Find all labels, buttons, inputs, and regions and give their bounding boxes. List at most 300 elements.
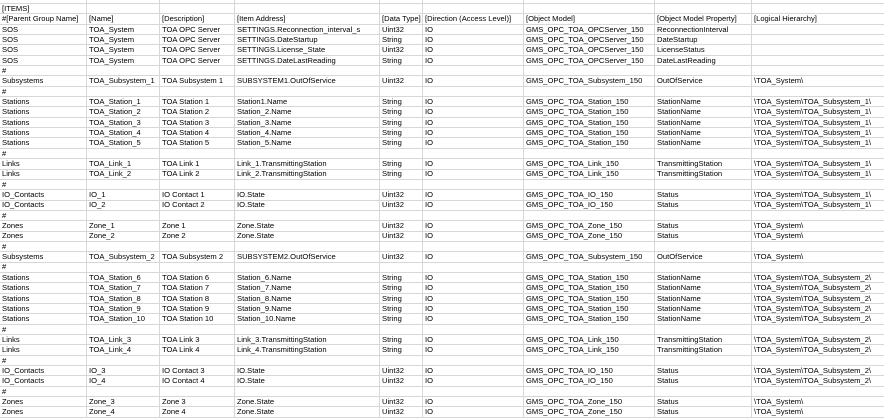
cell[interactable]: TOA_Link_4 bbox=[87, 345, 160, 355]
cell[interactable]: TOA OPC Server bbox=[160, 35, 235, 45]
cell[interactable]: Status bbox=[655, 407, 752, 417]
cell[interactable]: IO Contact 3 bbox=[160, 366, 235, 376]
cell[interactable]: Uint32 bbox=[380, 407, 423, 417]
cell[interactable]: Status bbox=[655, 221, 752, 231]
cell[interactable] bbox=[235, 149, 380, 159]
cell[interactable] bbox=[87, 149, 160, 159]
cell[interactable]: \TOA_System\TOA_Subsystem_2\ bbox=[752, 283, 884, 293]
cell[interactable]: Status bbox=[655, 397, 752, 407]
cell[interactable]: Zone.State bbox=[235, 232, 380, 242]
cell[interactable] bbox=[87, 356, 160, 366]
cell[interactable]: TOA_Link_1 bbox=[87, 159, 160, 169]
cell[interactable] bbox=[423, 180, 524, 190]
cell[interactable]: Link_1.TransmittingStation bbox=[235, 159, 380, 169]
cell[interactable]: String bbox=[380, 97, 423, 107]
cell[interactable]: TOA Station 7 bbox=[160, 283, 235, 293]
cell[interactable]: GMS_OPC_TOA_OPCServer_150 bbox=[524, 45, 655, 55]
cell[interactable]: GMS_OPC_TOA_Zone_150 bbox=[524, 397, 655, 407]
cell[interactable]: Uint32 bbox=[380, 232, 423, 242]
cell[interactable]: TOA_System bbox=[87, 45, 160, 55]
cell[interactable]: IO.State bbox=[235, 201, 380, 211]
cell[interactable]: GMS_OPC_TOA_Station_150 bbox=[524, 97, 655, 107]
cell[interactable]: \TOA_System\ bbox=[752, 76, 884, 86]
cell[interactable]: TOA Station 6 bbox=[160, 273, 235, 283]
cell[interactable]: \TOA_System\TOA_Subsystem_1\ bbox=[752, 128, 884, 138]
cell[interactable]: GMS_OPC_TOA_Link_150 bbox=[524, 335, 655, 345]
cell[interactable]: IO bbox=[423, 118, 524, 128]
cell[interactable] bbox=[655, 387, 752, 397]
cell[interactable]: # bbox=[0, 325, 87, 335]
cell[interactable]: \TOA_System\ bbox=[752, 252, 884, 262]
cell[interactable] bbox=[235, 387, 380, 397]
cell[interactable]: \TOA_System\TOA_Subsystem_1\ bbox=[752, 190, 884, 200]
cell[interactable]: GMS_OPC_TOA_Station_150 bbox=[524, 304, 655, 314]
cell[interactable]: \TOA_System\TOA_Subsystem_2\ bbox=[752, 273, 884, 283]
cell[interactable]: TOA_Subsystem_2 bbox=[87, 252, 160, 262]
cell[interactable]: Station_8.Name bbox=[235, 294, 380, 304]
cell[interactable]: IO_Contacts bbox=[0, 190, 87, 200]
cell[interactable]: IO Contact 4 bbox=[160, 376, 235, 386]
cell[interactable] bbox=[87, 263, 160, 273]
cell[interactable]: Stations bbox=[0, 118, 87, 128]
cell[interactable]: String bbox=[380, 314, 423, 324]
cell[interactable]: Uint32 bbox=[380, 190, 423, 200]
cell[interactable]: IO.State bbox=[235, 190, 380, 200]
cell[interactable] bbox=[380, 387, 423, 397]
cell[interactable]: IO bbox=[423, 45, 524, 55]
cell[interactable] bbox=[524, 356, 655, 366]
cell[interactable]: \TOA_System\TOA_Subsystem_1\ bbox=[752, 159, 884, 169]
cell[interactable] bbox=[752, 45, 884, 55]
cell[interactable] bbox=[752, 149, 884, 159]
cell[interactable] bbox=[87, 180, 160, 190]
cell[interactable]: IO_3 bbox=[87, 366, 160, 376]
cell[interactable]: Uint32 bbox=[380, 366, 423, 376]
cell[interactable]: GMS_OPC_TOA_Station_150 bbox=[524, 107, 655, 117]
cell[interactable]: IO bbox=[423, 159, 524, 169]
cell[interactable] bbox=[524, 325, 655, 335]
cell[interactable]: String bbox=[380, 283, 423, 293]
cell[interactable]: IO bbox=[423, 366, 524, 376]
cell[interactable]: StationName bbox=[655, 273, 752, 283]
cell[interactable] bbox=[524, 387, 655, 397]
cell[interactable]: \TOA_System\TOA_Subsystem_1\ bbox=[752, 118, 884, 128]
cell[interactable]: TOA_Subsystem_1 bbox=[87, 76, 160, 86]
cell[interactable]: IO_Contacts bbox=[0, 366, 87, 376]
cell[interactable]: Zone_2 bbox=[87, 232, 160, 242]
cell[interactable] bbox=[235, 325, 380, 335]
cell[interactable]: TOA Station 5 bbox=[160, 138, 235, 148]
cell[interactable]: String bbox=[380, 118, 423, 128]
cell[interactable] bbox=[87, 87, 160, 97]
cell[interactable] bbox=[235, 211, 380, 221]
cell[interactable]: Zones bbox=[0, 407, 87, 417]
cell[interactable] bbox=[423, 356, 524, 366]
cell[interactable]: IO bbox=[423, 190, 524, 200]
cell[interactable] bbox=[423, 87, 524, 97]
cell[interactable]: Links bbox=[0, 170, 87, 180]
cell[interactable]: Zones bbox=[0, 397, 87, 407]
cell[interactable]: SUBSYSTEM2.OutOfService bbox=[235, 252, 380, 262]
cell[interactable] bbox=[655, 149, 752, 159]
cell[interactable]: Zone 4 bbox=[160, 407, 235, 417]
cell[interactable] bbox=[87, 4, 160, 14]
cell[interactable]: SOS bbox=[0, 56, 87, 66]
cell[interactable]: TOA_Link_3 bbox=[87, 335, 160, 345]
cell[interactable]: String bbox=[380, 56, 423, 66]
cell[interactable]: IO bbox=[423, 35, 524, 45]
cell[interactable]: Stations bbox=[0, 273, 87, 283]
cell[interactable]: TOA Link 2 bbox=[160, 170, 235, 180]
cell[interactable]: StationName bbox=[655, 138, 752, 148]
cell[interactable] bbox=[380, 325, 423, 335]
cell[interactable]: Link_4.TransmittingStation bbox=[235, 345, 380, 355]
cell[interactable]: GMS_OPC_TOA_Zone_150 bbox=[524, 221, 655, 231]
cell[interactable]: \TOA_System\TOA_Subsystem_2\ bbox=[752, 294, 884, 304]
cell[interactable]: Stations bbox=[0, 138, 87, 148]
cell[interactable] bbox=[752, 35, 884, 45]
cell[interactable]: # bbox=[0, 387, 87, 397]
cell[interactable]: IO_2 bbox=[87, 201, 160, 211]
cell[interactable] bbox=[752, 180, 884, 190]
header-cell[interactable]: [Object Model Property] bbox=[655, 14, 752, 24]
cell[interactable]: IO bbox=[423, 128, 524, 138]
header-cell[interactable]: [Data Type] bbox=[380, 14, 423, 24]
cell[interactable] bbox=[160, 149, 235, 159]
cell[interactable]: String bbox=[380, 107, 423, 117]
cell[interactable] bbox=[423, 211, 524, 221]
cell[interactable]: String bbox=[380, 273, 423, 283]
cell[interactable] bbox=[423, 4, 524, 14]
cell[interactable] bbox=[235, 4, 380, 14]
cell[interactable]: GMS_OPC_TOA_Station_150 bbox=[524, 138, 655, 148]
cell[interactable]: Zone.State bbox=[235, 407, 380, 417]
header-cell[interactable]: [Name] bbox=[87, 14, 160, 24]
cell[interactable]: GMS_OPC_TOA_Subsystem_150 bbox=[524, 252, 655, 262]
header-cell[interactable]: [Description] bbox=[160, 14, 235, 24]
cell[interactable] bbox=[752, 56, 884, 66]
cell[interactable]: TOA OPC Server bbox=[160, 56, 235, 66]
header-cell[interactable]: [Item Address] bbox=[235, 14, 380, 24]
cell[interactable]: IO bbox=[423, 304, 524, 314]
cell[interactable] bbox=[160, 180, 235, 190]
cell[interactable]: TOA Link 3 bbox=[160, 335, 235, 345]
section-header-cell[interactable]: [ITEMS] bbox=[0, 4, 87, 14]
cell[interactable] bbox=[655, 4, 752, 14]
cell[interactable]: Links bbox=[0, 335, 87, 345]
cell[interactable]: SETTINGS.DateLastReading bbox=[235, 56, 380, 66]
cell[interactable]: Zone_1 bbox=[87, 221, 160, 231]
cell[interactable]: IO bbox=[423, 314, 524, 324]
cell[interactable]: TransmittingStation bbox=[655, 170, 752, 180]
cell[interactable]: TOA_System bbox=[87, 35, 160, 45]
cell[interactable]: GMS_OPC_TOA_Subsystem_150 bbox=[524, 76, 655, 86]
cell[interactable]: Station1.Name bbox=[235, 97, 380, 107]
cell[interactable] bbox=[380, 87, 423, 97]
cell[interactable] bbox=[524, 66, 655, 76]
cell[interactable]: Link_3.TransmittingStation bbox=[235, 335, 380, 345]
cell[interactable] bbox=[160, 87, 235, 97]
cell[interactable]: StationName bbox=[655, 304, 752, 314]
cell[interactable] bbox=[655, 66, 752, 76]
cell[interactable] bbox=[160, 263, 235, 273]
cell[interactable]: # bbox=[0, 180, 87, 190]
cell[interactable]: TOA_Station_9 bbox=[87, 304, 160, 314]
cell[interactable]: \TOA_System\ bbox=[752, 397, 884, 407]
cell[interactable]: TOA_Link_2 bbox=[87, 170, 160, 180]
cell[interactable]: \TOA_System\TOA_Subsystem_1\ bbox=[752, 107, 884, 117]
cell[interactable] bbox=[752, 87, 884, 97]
cell[interactable]: \TOA_System\TOA_Subsystem_2\ bbox=[752, 376, 884, 386]
cell[interactable]: \TOA_System\TOA_Subsystem_2\ bbox=[752, 335, 884, 345]
cell[interactable] bbox=[524, 263, 655, 273]
cell[interactable]: TOA Subsystem 2 bbox=[160, 252, 235, 262]
cell[interactable] bbox=[380, 149, 423, 159]
cell[interactable]: \TOA_System\TOA_Subsystem_2\ bbox=[752, 304, 884, 314]
cell[interactable]: Stations bbox=[0, 294, 87, 304]
cell[interactable]: # bbox=[0, 242, 87, 252]
cell[interactable] bbox=[423, 149, 524, 159]
cell[interactable]: \TOA_System\TOA_Subsystem_2\ bbox=[752, 366, 884, 376]
cell[interactable]: GMS_OPC_TOA_Link_150 bbox=[524, 345, 655, 355]
cell[interactable]: IO bbox=[423, 273, 524, 283]
cell[interactable]: IO bbox=[423, 76, 524, 86]
cell[interactable]: OutOfService bbox=[655, 252, 752, 262]
cell[interactable]: GMS_OPC_TOA_Station_150 bbox=[524, 128, 655, 138]
cell[interactable] bbox=[160, 211, 235, 221]
cell[interactable] bbox=[423, 242, 524, 252]
cell[interactable]: GMS_OPC_TOA_Station_150 bbox=[524, 294, 655, 304]
cell[interactable]: Station_2.Name bbox=[235, 107, 380, 117]
cell[interactable]: StationName bbox=[655, 314, 752, 324]
cell[interactable]: IO bbox=[423, 252, 524, 262]
cell[interactable]: GMS_OPC_TOA_Link_150 bbox=[524, 170, 655, 180]
cell[interactable]: Zones bbox=[0, 221, 87, 231]
cell[interactable]: LicenseStatus bbox=[655, 45, 752, 55]
cell[interactable] bbox=[752, 66, 884, 76]
cell[interactable]: IO bbox=[423, 232, 524, 242]
cell[interactable] bbox=[160, 66, 235, 76]
cell[interactable]: Stations bbox=[0, 283, 87, 293]
cell[interactable]: SETTINGS.License_State bbox=[235, 45, 380, 55]
header-cell[interactable]: #[Parent Group Name] bbox=[0, 14, 87, 24]
cell[interactable]: Uint32 bbox=[380, 397, 423, 407]
cell[interactable]: \TOA_System\TOA_Subsystem_2\ bbox=[752, 345, 884, 355]
cell[interactable] bbox=[752, 356, 884, 366]
cell[interactable]: \TOA_System\TOA_Subsystem_1\ bbox=[752, 201, 884, 211]
cell[interactable]: TOA_Station_6 bbox=[87, 273, 160, 283]
cell[interactable]: TOA Station 9 bbox=[160, 304, 235, 314]
cell[interactable]: String bbox=[380, 294, 423, 304]
cell[interactable]: TransmittingStation bbox=[655, 335, 752, 345]
cell[interactable]: Stations bbox=[0, 107, 87, 117]
cell[interactable]: IO_1 bbox=[87, 190, 160, 200]
cell[interactable]: GMS_OPC_TOA_OPCServer_150 bbox=[524, 25, 655, 35]
cell[interactable]: Station_3.Name bbox=[235, 118, 380, 128]
cell[interactable]: # bbox=[0, 211, 87, 221]
cell[interactable] bbox=[87, 66, 160, 76]
cell[interactable]: IO_Contacts bbox=[0, 376, 87, 386]
cell[interactable] bbox=[524, 211, 655, 221]
cell[interactable]: \TOA_System\TOA_Subsystem_2\ bbox=[752, 314, 884, 324]
cell[interactable]: IO bbox=[423, 345, 524, 355]
cell[interactable]: StationName bbox=[655, 128, 752, 138]
cell[interactable]: StationName bbox=[655, 294, 752, 304]
cell[interactable]: IO Contact 1 bbox=[160, 190, 235, 200]
cell[interactable] bbox=[380, 242, 423, 252]
cell[interactable]: Status bbox=[655, 201, 752, 211]
cell[interactable] bbox=[752, 242, 884, 252]
cell[interactable]: Links bbox=[0, 345, 87, 355]
cell[interactable]: GMS_OPC_TOA_OPCServer_150 bbox=[524, 35, 655, 45]
cell[interactable]: IO_4 bbox=[87, 376, 160, 386]
cell[interactable] bbox=[380, 66, 423, 76]
cell[interactable]: DateStartup bbox=[655, 35, 752, 45]
cell[interactable]: Status bbox=[655, 366, 752, 376]
cell[interactable] bbox=[160, 325, 235, 335]
cell[interactable]: TOA_Station_10 bbox=[87, 314, 160, 324]
cell[interactable] bbox=[235, 356, 380, 366]
cell[interactable]: String bbox=[380, 345, 423, 355]
cell[interactable]: # bbox=[0, 66, 87, 76]
cell[interactable]: String bbox=[380, 335, 423, 345]
cell[interactable]: Station_7.Name bbox=[235, 283, 380, 293]
cell[interactable] bbox=[235, 242, 380, 252]
cell[interactable]: IO bbox=[423, 397, 524, 407]
cell[interactable]: TOA Station 2 bbox=[160, 107, 235, 117]
cell[interactable]: Zone.State bbox=[235, 397, 380, 407]
cell[interactable] bbox=[655, 180, 752, 190]
cell[interactable]: \TOA_System\ bbox=[752, 232, 884, 242]
cell[interactable]: IO bbox=[423, 201, 524, 211]
cell[interactable] bbox=[87, 242, 160, 252]
cell[interactable]: GMS_OPC_TOA_IO_150 bbox=[524, 201, 655, 211]
cell[interactable]: TOA OPC Server bbox=[160, 45, 235, 55]
cell[interactable]: TOA Station 3 bbox=[160, 118, 235, 128]
cell[interactable]: Uint32 bbox=[380, 221, 423, 231]
cell[interactable]: IO bbox=[423, 138, 524, 148]
cell[interactable]: IO bbox=[423, 376, 524, 386]
cell[interactable]: SOS bbox=[0, 35, 87, 45]
cell[interactable] bbox=[160, 242, 235, 252]
cell[interactable]: Zone_4 bbox=[87, 407, 160, 417]
cell[interactable]: String bbox=[380, 170, 423, 180]
cell[interactable]: Uint32 bbox=[380, 252, 423, 262]
cell[interactable]: \TOA_System\ bbox=[752, 407, 884, 417]
cell[interactable] bbox=[752, 4, 884, 14]
cell[interactable] bbox=[752, 325, 884, 335]
cell[interactable]: TOA OPC Server bbox=[160, 25, 235, 35]
cell[interactable]: IO bbox=[423, 97, 524, 107]
cell[interactable]: GMS_OPC_TOA_Zone_150 bbox=[524, 232, 655, 242]
cell[interactable]: GMS_OPC_TOA_Station_150 bbox=[524, 273, 655, 283]
cell[interactable]: \TOA_System\ bbox=[752, 221, 884, 231]
cell[interactable] bbox=[87, 325, 160, 335]
cell[interactable]: String bbox=[380, 159, 423, 169]
cell[interactable]: Uint32 bbox=[380, 201, 423, 211]
cell[interactable]: IO bbox=[423, 221, 524, 231]
cell[interactable]: Uint32 bbox=[380, 45, 423, 55]
cell[interactable]: Station_6.Name bbox=[235, 273, 380, 283]
cell[interactable]: Zone 2 bbox=[160, 232, 235, 242]
cell[interactable] bbox=[160, 356, 235, 366]
cell[interactable]: Stations bbox=[0, 314, 87, 324]
header-cell[interactable]: [Logical Hierarchy] bbox=[752, 14, 884, 24]
cell[interactable]: Zone_3 bbox=[87, 397, 160, 407]
cell[interactable] bbox=[380, 356, 423, 366]
cell[interactable] bbox=[160, 387, 235, 397]
cell[interactable] bbox=[380, 4, 423, 14]
cell[interactable]: Uint32 bbox=[380, 376, 423, 386]
cell[interactable]: \TOA_System\TOA_Subsystem_1\ bbox=[752, 170, 884, 180]
cell[interactable]: String bbox=[380, 138, 423, 148]
cell[interactable] bbox=[423, 325, 524, 335]
cell[interactable] bbox=[87, 211, 160, 221]
cell[interactable]: TOA_Station_1 bbox=[87, 97, 160, 107]
cell[interactable] bbox=[655, 87, 752, 97]
cell[interactable]: Station_5.Name bbox=[235, 138, 380, 148]
cell[interactable]: TOA Station 10 bbox=[160, 314, 235, 324]
cell[interactable]: Station_9.Name bbox=[235, 304, 380, 314]
cell[interactable]: Stations bbox=[0, 304, 87, 314]
cell[interactable] bbox=[752, 263, 884, 273]
cell[interactable]: StationName bbox=[655, 97, 752, 107]
cell[interactable]: Links bbox=[0, 159, 87, 169]
cell[interactable] bbox=[752, 387, 884, 397]
cell[interactable]: IO.State bbox=[235, 376, 380, 386]
cell[interactable]: GMS_OPC_TOA_Station_150 bbox=[524, 118, 655, 128]
cell[interactable]: Zones bbox=[0, 232, 87, 242]
cell[interactable]: Link_2.TransmittingStation bbox=[235, 170, 380, 180]
cell[interactable]: IO Contact 2 bbox=[160, 201, 235, 211]
cell[interactable]: IO_Contacts bbox=[0, 201, 87, 211]
cell[interactable] bbox=[235, 180, 380, 190]
cell[interactable]: SOS bbox=[0, 25, 87, 35]
cell[interactable] bbox=[524, 4, 655, 14]
cell[interactable]: SETTINGS.DateStartup bbox=[235, 35, 380, 45]
cell[interactable] bbox=[524, 87, 655, 97]
cell[interactable]: TransmittingStation bbox=[655, 345, 752, 355]
cell[interactable]: \TOA_System\TOA_Subsystem_1\ bbox=[752, 97, 884, 107]
cell[interactable]: IO bbox=[423, 407, 524, 417]
cell[interactable]: TOA_Station_3 bbox=[87, 118, 160, 128]
cell[interactable]: GMS_OPC_TOA_Link_150 bbox=[524, 159, 655, 169]
cell[interactable] bbox=[655, 263, 752, 273]
cell[interactable]: GMS_OPC_TOA_Station_150 bbox=[524, 314, 655, 324]
cell[interactable]: GMS_OPC_TOA_Station_150 bbox=[524, 283, 655, 293]
cell[interactable] bbox=[655, 211, 752, 221]
cell[interactable] bbox=[655, 356, 752, 366]
cell[interactable]: String bbox=[380, 35, 423, 45]
cell[interactable]: SOS bbox=[0, 45, 87, 55]
cell[interactable] bbox=[655, 242, 752, 252]
cell[interactable]: TOA Station 8 bbox=[160, 294, 235, 304]
cell[interactable]: \TOA_System\TOA_Subsystem_1\ bbox=[752, 138, 884, 148]
cell[interactable]: GMS_OPC_TOA_Zone_150 bbox=[524, 407, 655, 417]
cell[interactable]: Status bbox=[655, 232, 752, 242]
cell[interactable]: IO bbox=[423, 294, 524, 304]
cell[interactable] bbox=[752, 211, 884, 221]
cell[interactable]: String bbox=[380, 128, 423, 138]
cell[interactable]: GMS_OPC_TOA_IO_150 bbox=[524, 376, 655, 386]
cell[interactable] bbox=[524, 180, 655, 190]
cell[interactable]: IO bbox=[423, 25, 524, 35]
cell[interactable]: IO bbox=[423, 107, 524, 117]
cell[interactable]: TOA_System bbox=[87, 25, 160, 35]
cell[interactable]: TOA_Station_7 bbox=[87, 283, 160, 293]
cell[interactable] bbox=[380, 180, 423, 190]
cell[interactable] bbox=[524, 149, 655, 159]
